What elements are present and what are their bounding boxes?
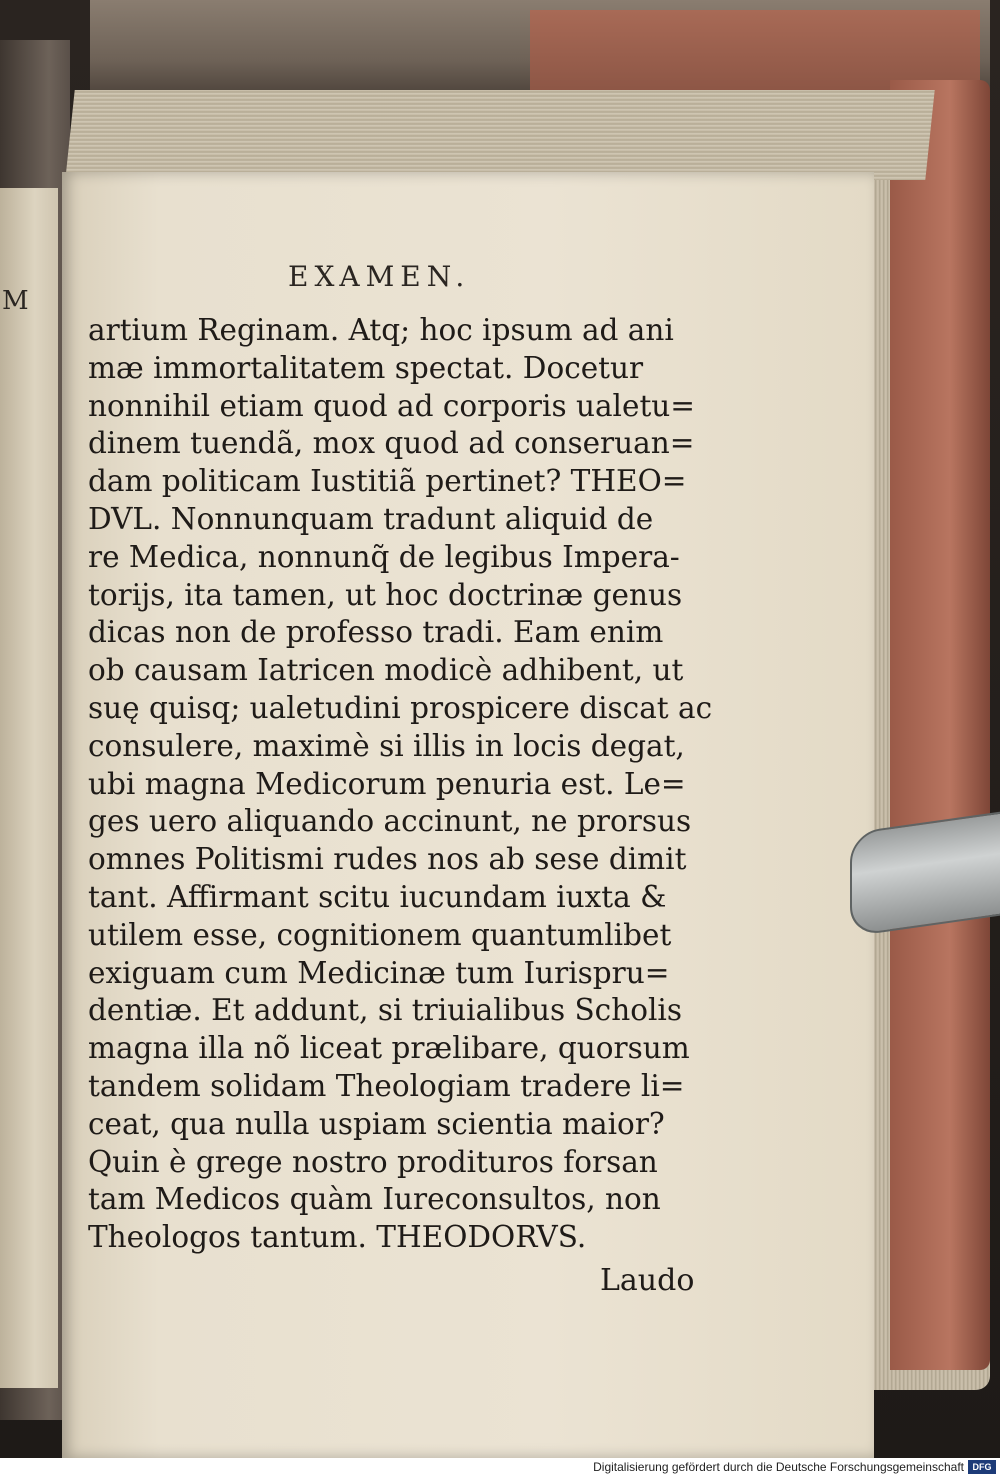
text-line: dinem tuendã, mox quod ad conseruan=: [88, 426, 695, 461]
text-line: omnes Politismi rudes nos ab sese dimit: [88, 842, 687, 877]
text-line: mæ immortalitatem spectat. Docetur: [88, 350, 644, 385]
text-line: torijs, ita tamen, ut hoc doctrinæ genus: [88, 577, 683, 612]
running-head: EXAMEN.: [288, 260, 471, 293]
text-line: dentiæ. Et addunt, si triuialibus Scholis: [88, 993, 682, 1028]
text-line: re Medica, nonnunq̃ de legibus Impera-: [88, 539, 680, 574]
text-line: exiguam cum Medicinæ tum Iurispru=: [88, 955, 670, 990]
text-line: ubi magna Medicorum penuria est. Le=: [88, 766, 686, 801]
text-line: utilem esse, cognitionem quantumlibet: [88, 917, 672, 952]
text-line: ceat, qua nulla uspiam scientia maior?: [88, 1106, 665, 1141]
metal-clip: [850, 811, 1000, 937]
book-cover-right: [890, 80, 990, 1370]
page-edges-top: [65, 90, 934, 180]
text-line: artium Reginam. Atq; hoc ipsum ad ani: [88, 313, 674, 347]
text-line: dicas non de professo tradi. Eam enim: [88, 615, 664, 650]
catchword: Laudo: [600, 1263, 695, 1298]
text-line: Quin è grege nostro prodituros forsan: [88, 1144, 658, 1179]
body-text: [88, 312, 728, 1257]
text-line: tant. Affirmant scitu iucundam iuxta &: [88, 879, 667, 914]
footer-credit: Digitalisierung gefördert durch die Deutsche Forschungsgemeinschaft: [593, 1460, 964, 1474]
text-line: suę quisq; ualetudini prospicere discat ac: [88, 690, 713, 725]
text-line: ob causam Iatricen modicè adhibent, ut: [88, 653, 684, 688]
text-line: DVL. Nonnunquam tradunt aliquid de: [88, 501, 654, 536]
text-line: tam Medicos quàm Iureconsultos, non: [88, 1182, 661, 1217]
text-line: tandem solidam Theologiam tradere li=: [88, 1068, 685, 1103]
dfg-logo: DFG: [968, 1460, 996, 1474]
text-line: nonnihil etiam quod ad corporis ualetu=: [88, 388, 696, 423]
text-line: Theologos tantum. THEODORVS.: [88, 1220, 587, 1255]
left-page-text: M: [2, 286, 29, 316]
text-line: consulere, maximè si illis in locis degat,: [88, 728, 685, 763]
left-page-fragment: [0, 188, 58, 1388]
text-line: magna illa nõ liceat prælibare, quorsum: [88, 1031, 690, 1066]
text-line: ges uero aliquando accinunt, ne prorsus: [88, 804, 692, 839]
text-line: dam politicam Iustitiã pertinet? THEO=: [88, 464, 687, 499]
